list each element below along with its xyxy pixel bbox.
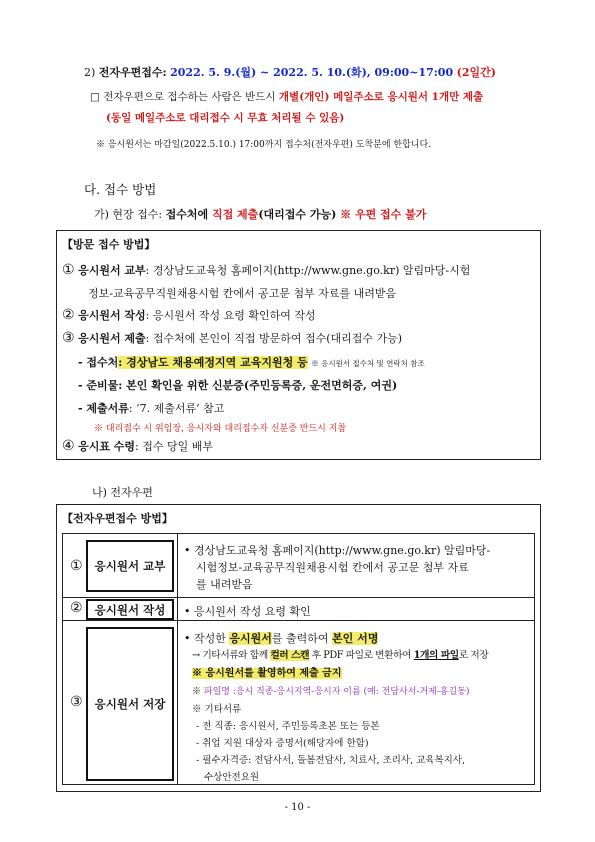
detail-label: - 접수처 xyxy=(78,356,119,369)
email-receipt-title: 전자우편접수: xyxy=(98,66,167,79)
email-save-line2 xyxy=(192,647,488,661)
email-step-label: 응시원서 작성 xyxy=(86,599,174,620)
visit-detail-3 xyxy=(78,400,224,416)
proxy-note: ※ 대리접수 시 위임장, 응시자와 대리접수자 신분증 반드시 지참 xyxy=(94,424,347,434)
checkbox-square-icon: □ xyxy=(90,91,100,103)
detail-text: : ‘7. 제출서류’ 참고 xyxy=(128,402,225,415)
visit-item-1 xyxy=(62,262,470,278)
email-receipt-line xyxy=(84,64,496,80)
filename-example: (예: 전담사서-거제-홍길동) xyxy=(360,687,470,697)
section-heading: 다. 접수 방법 xyxy=(84,182,157,197)
email-step-text: • 응시원서 작성 요령 확인 xyxy=(184,605,311,618)
detail-text: : 본인 확인을 위한 신분증(주민등록증, 운전면허증, 여권) xyxy=(118,379,398,392)
email-step-label: 응시원서 교부 xyxy=(86,540,174,592)
email-save-line1 xyxy=(184,630,378,646)
visit-item-3 xyxy=(62,330,402,346)
save-text: → 기타서류와 함께 xyxy=(192,650,271,661)
visit-item-text: : 접수처에 본인이 직접 방문하여 접수(대리접수 가능) xyxy=(145,332,403,345)
onsite-text2: (대리접수 가능) xyxy=(258,208,341,221)
save-text: • 작성한 xyxy=(184,632,230,645)
visit-item-4 xyxy=(62,438,213,454)
visit-item-2 xyxy=(62,307,316,323)
email-save-doc-item: 수상안전요원 xyxy=(204,772,260,783)
save-text-highlight: 응시원서 xyxy=(229,632,272,645)
circle-number-1: ① xyxy=(70,558,83,574)
visit-item-label: 응시원서 제출 xyxy=(78,332,146,345)
save-text: 로 저장 xyxy=(458,650,489,661)
photo-warning: ※ 응시원서를 촬영하여 제출 금지 xyxy=(192,668,342,679)
page-number: - 10 - xyxy=(284,802,311,813)
visit-detail-1 xyxy=(78,354,425,370)
email-box-title: 【전자우편접수 방법】 xyxy=(62,512,173,525)
item-number: 2) xyxy=(84,66,96,79)
circle-number-4: ④ xyxy=(62,438,75,454)
note-mark: ※ xyxy=(192,687,204,697)
email-save-doc-item: - 취업 지원 대상자 증명서(해당자에 한함) xyxy=(196,738,369,749)
save-text-highlight: 컬러 스캔 xyxy=(270,650,310,661)
circle-number-3: ③ xyxy=(70,694,83,710)
email-save-filename xyxy=(192,684,470,697)
detail-label: - 준비물 xyxy=(78,379,119,392)
visit-box-title: 【방문 접수 방법】 xyxy=(62,238,156,251)
email-receipt-days: (2일간) xyxy=(456,66,496,79)
visit-item-1-cont: 정보-교육공무직원채용시험 칸에서 공고문 첨부 자료를 내려받음 xyxy=(88,287,397,300)
circle-number-2: ② xyxy=(62,307,75,323)
notice-text: 전자우편으로 접수하는 사람은 반드시 xyxy=(103,91,279,103)
visit-item-label: 응시표 수령 xyxy=(78,440,136,453)
visit-item-label: 응시원서 교부 xyxy=(78,264,146,277)
save-text-bold: 1개의 파일 xyxy=(413,650,459,661)
visit-item-text: : 응시원서 작성 요령 확인하여 작성 xyxy=(145,309,316,322)
filename-rule: 파일명 :응시 직종-응시지역-응시자 이름 xyxy=(203,687,361,697)
detail-label: - 제출서류 xyxy=(78,402,129,415)
email-notice-line2: (동일 메일주소로 대리접수 시 무효 처리될 수 있음) xyxy=(106,112,345,124)
circle-number-1: ① xyxy=(62,262,75,278)
visit-item-text: : 경상남도교육청 홈페이지(http://www.gne.go.kr) 알림마당-시험 xyxy=(145,264,471,277)
email-step-label: 응시원서 저장 xyxy=(86,627,174,781)
email-notice-line1 xyxy=(90,89,483,104)
save-text: 를 출력하여 xyxy=(271,632,332,645)
onsite-label: 현장 접수: xyxy=(112,208,166,221)
email-save-docs-title: ※ 기타서류 xyxy=(192,704,242,715)
detail-text-highlight: : 경상남도 채용예정지역 교육지원청 등 xyxy=(118,356,308,369)
onsite-receipt-line xyxy=(94,206,426,222)
email-step-text: • 경상남도교육청 홈페이지(http://www.gne.go.kr) 알림마당- xyxy=(184,544,491,557)
circle-number-2: ② xyxy=(70,600,83,616)
onsite-text-red: 직접 제출 xyxy=(211,208,259,221)
email-save-doc-item: - 필수자격증: 전담사서, 돌봄전담사, 치료사, 조리사, 교육복지사, xyxy=(196,755,466,766)
email-save-doc-item: - 전 직종: 응시원서, 주민등록초본 또는 등본 xyxy=(196,721,380,732)
sub-number: 가) xyxy=(94,208,109,221)
visit-item-text: : 접수 당일 배부 xyxy=(135,440,213,453)
detail-note: ※ 응시원서 접수처 및 연락처 참조 xyxy=(311,359,425,368)
no-mail-notice: ※ 우편 접수 불가 xyxy=(340,208,427,221)
visit-detail-2 xyxy=(78,377,397,393)
email-subheading: 나) 전자우편 xyxy=(92,486,153,499)
circle-number-3: ③ xyxy=(62,330,75,346)
save-text: 후 PDF 파일로 변환하여 xyxy=(309,650,414,661)
onsite-text1: 접수처에 xyxy=(165,208,212,221)
email-receipt-dates: 2022. 5. 9.(월) ~ 2022. 5. 10.(화), 09:00~17:00 xyxy=(170,66,454,79)
save-text-highlight: 본인 서명 xyxy=(332,632,379,645)
email-step-text: 시험정보-교육공무직원채용시험 칸에서 공고문 첨부 자료 xyxy=(196,561,469,574)
email-step-text: 를 내려받음 xyxy=(196,578,253,591)
email-save-warning xyxy=(192,664,342,679)
deadline-note: ※ 응시원서는 마감일(2022.5.10.) 17:00까지 접수처(전자우편) 도착분에 한합니다. xyxy=(96,140,432,150)
visit-item-label: 응시원서 작성 xyxy=(78,309,146,322)
notice-red-text: 개별(개인) 메일주소로 응시원서 1개만 제출 xyxy=(278,91,484,103)
